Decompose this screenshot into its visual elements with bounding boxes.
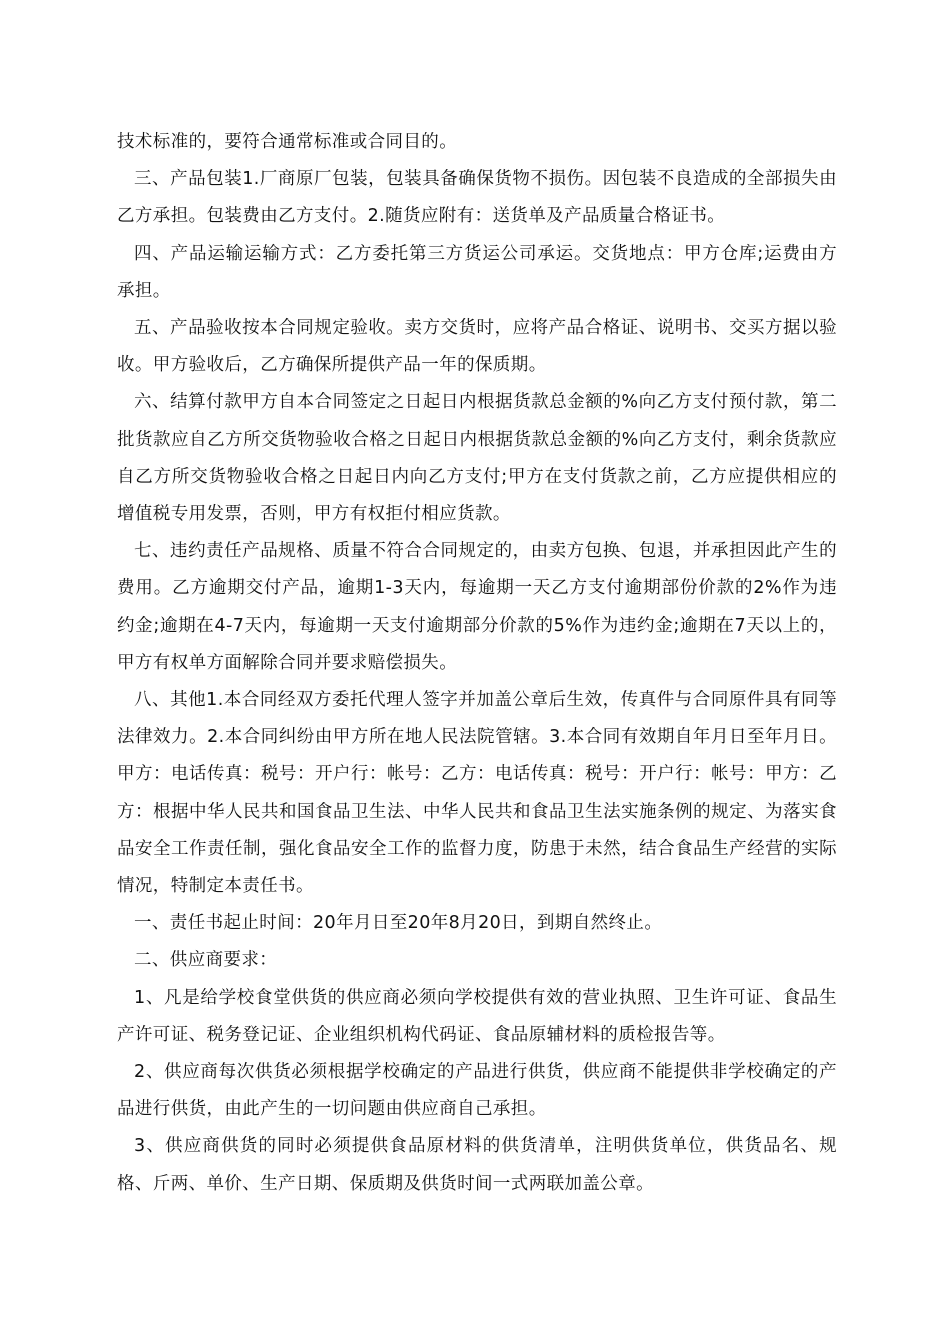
document-body xyxy=(117,124,837,1203)
paragraph-transport: 四、产品运输运输方式：乙方委托第三方货运公司承运。交货地点：甲方仓库;运费由方承担。 xyxy=(117,243,837,301)
paragraph-packaging: 三、产品包装1.厂商原厂包装，包装具备确保货物不损伤。因包装不良造成的全部损失由乙方承担。包装费由乙方支付。2.随货应附有：送货单及产品质量合格证书。 xyxy=(117,169,837,227)
paragraph-supplier-item-3: 3、供应商供货的同时必须提供食品原材料的供货清单，注明供货单位，供货品名、规格、斤两、单价、生产日期、保质期及供货时间一式两联加盖公章。 xyxy=(117,1136,837,1194)
paragraph-other: 八、其他1.本合同经双方委托代理人签字并加盖公章后生效，传真件与合同原件具有同等法律效力。2.本合同纠纷由甲方所在地人民法院管辖。3.本合同有效期自年月日至年月日。甲方：电话传真：税号：开户行：帐号：乙方：电话传真：税号：开户行：帐号：甲方：乙方：根据中华人民共和国食品卫生法、中华人民共和食品卫生法实施条例的规定、为落实食品安全工作责任制，强化食品安全工作的监督力度，防患于未然，结合食品生产经营的实际情况，特制定本责任书。 xyxy=(117,690,837,897)
paragraph-term: 一、责任书起止时间：20年月日至20年8月20日，到期自然终止。 xyxy=(134,913,663,934)
paragraph-supplier-item-1: 1、凡是给学校食堂供货的供应商必须向学校提供有效的营业执照、卫生许可证、食品生产许可证、税务登记证、企业组织机构代码证、食品原辅材料的质检报告等。 xyxy=(117,987,837,1045)
paragraph-supplier-item-2: 2、供应商每次供货必须根据学校确定的产品进行供货，供应商不能提供非学校确定的产品进行供货，由此产生的一切问题由供应商自己承担。 xyxy=(117,1062,837,1120)
paragraph-acceptance: 五、产品验收按本合同规定验收。卖方交货时，应将产品合格证、说明书、交买方据以验收。甲方验收后，乙方确保所提供产品一年的保质期。 xyxy=(117,318,837,376)
paragraph-liability: 七、违约责任产品规格、质量不符合合同规定的，由卖方包换、包退，并承担因此产生的费用。乙方逾期交付产品，逾期1-3天内，每逾期一天乙方支付逾期部份价款的2%作为违约金;逾期在4-7天内，每逾期一天支付逾期部分价款的5%作为违约金;逾期在7天以上的，甲方有权单方面解除合同并要求赔偿损失。 xyxy=(117,541,837,673)
paragraph-payment: 六、结算付款甲方自本合同签定之日起日内根据货款总金额的%向乙方支付预付款，第二批货款应自乙方所交货物验收合格之日起日内根据货款总金额的%向乙方支付，剩余货款应自乙方所交货物验收合格之日起日内向乙方支付;甲方在支付货款之前，乙方应提供相应的增值税专用发票，否则，甲方有权拒付相应货款。 xyxy=(117,392,837,525)
paragraph-supplier-heading: 二、供应商要求： xyxy=(134,950,278,971)
paragraph-continuation: 技术标准的，要符合通常标准或合同目的。 xyxy=(117,132,458,152)
